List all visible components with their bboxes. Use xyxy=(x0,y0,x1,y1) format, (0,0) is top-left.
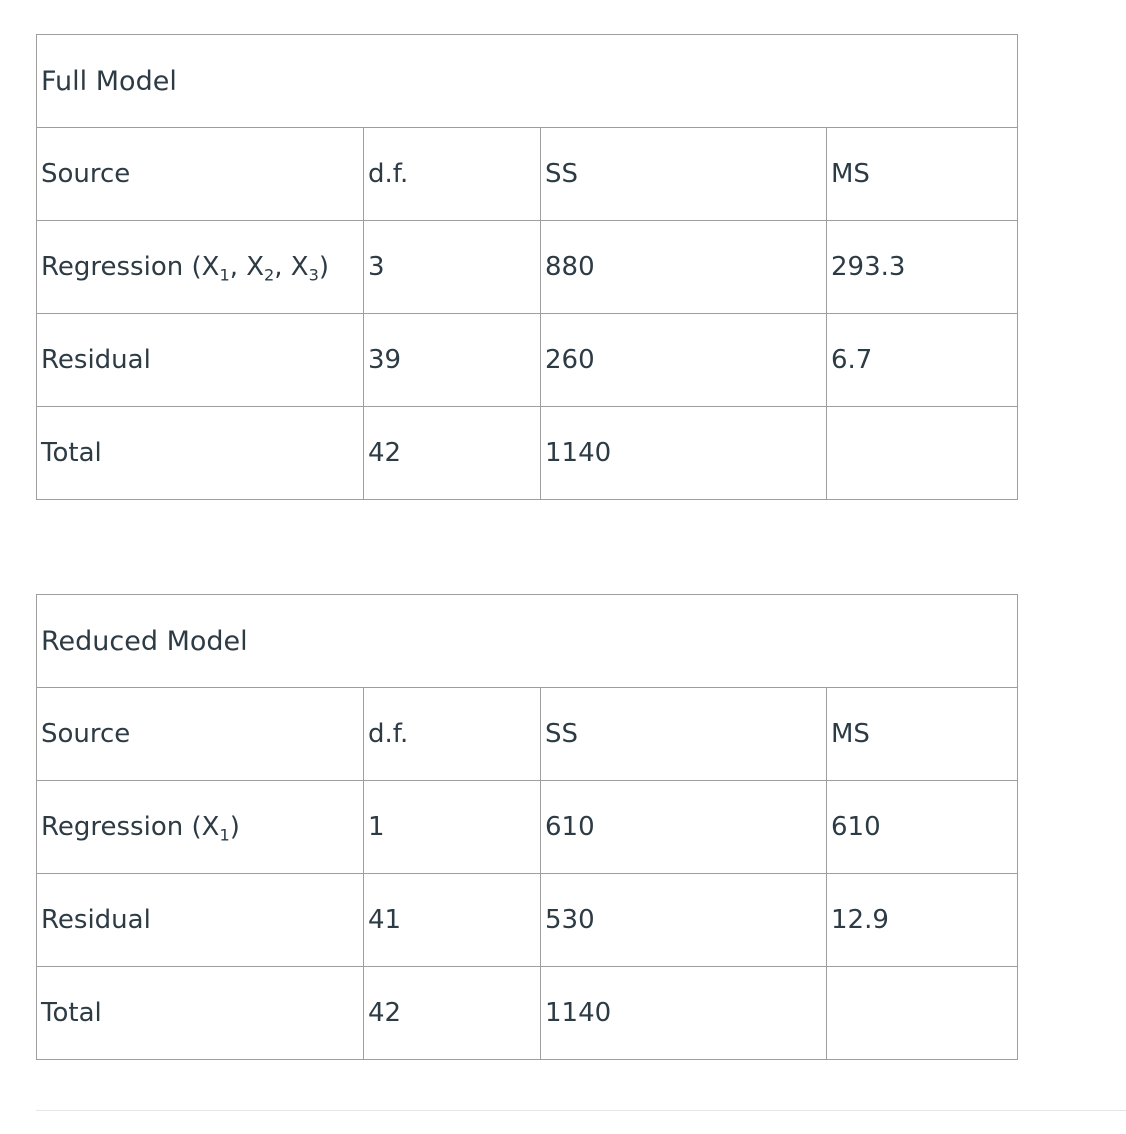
table-title: Full Model xyxy=(37,35,1018,128)
header-ss: SS xyxy=(541,688,827,781)
reduced-model-table xyxy=(36,594,1018,1060)
source-regression: Regression ($X_1$, $X_2$, $X_3$) xyxy=(37,221,364,314)
ss-value: 260 xyxy=(541,314,827,407)
ss-value: 1140 xyxy=(541,967,827,1060)
df-value: 3 xyxy=(364,221,541,314)
df-value: 42 xyxy=(364,407,541,500)
divider xyxy=(36,1110,1126,1111)
table-row xyxy=(37,407,1018,500)
header-row xyxy=(37,688,1018,781)
header-ms: MS xyxy=(827,128,1018,221)
table-row xyxy=(37,314,1018,407)
table-row xyxy=(37,781,1018,874)
source-total: Total xyxy=(37,407,364,500)
header-df: d.f. xyxy=(364,128,541,221)
source-regression: Regression $(X_1)$ xyxy=(37,781,364,874)
ms-value xyxy=(827,407,1018,500)
df-value: 39 xyxy=(364,314,541,407)
ms-value: 6.7 xyxy=(827,314,1018,407)
table-caption-row xyxy=(37,595,1018,688)
df-value: 41 xyxy=(364,874,541,967)
ms-value xyxy=(827,967,1018,1060)
ss-value: 610 xyxy=(541,781,827,874)
ms-value: 610 xyxy=(827,781,1018,874)
ss-value: 880 xyxy=(541,221,827,314)
table-row xyxy=(37,967,1018,1060)
header-source: Source xyxy=(37,128,364,221)
table-title: Reduced Model xyxy=(37,595,1018,688)
df-value: 1 xyxy=(364,781,541,874)
header-ss: SS xyxy=(541,128,827,221)
header-source: Source xyxy=(37,688,364,781)
header-row xyxy=(37,128,1018,221)
table-caption-row xyxy=(37,35,1018,128)
ss-value: 530 xyxy=(541,874,827,967)
ss-value: 1140 xyxy=(541,407,827,500)
header-ms: MS xyxy=(827,688,1018,781)
ms-value: 12.9 xyxy=(827,874,1018,967)
source-residual: Residual xyxy=(37,314,364,407)
source-residual: Residual xyxy=(37,874,364,967)
source-total: Total xyxy=(37,967,364,1060)
table-row xyxy=(37,221,1018,314)
table-row xyxy=(37,874,1018,967)
header-df: d.f. xyxy=(364,688,541,781)
full-model-table xyxy=(36,34,1018,500)
df-value: 42 xyxy=(364,967,541,1060)
ms-value: 293.3 xyxy=(827,221,1018,314)
